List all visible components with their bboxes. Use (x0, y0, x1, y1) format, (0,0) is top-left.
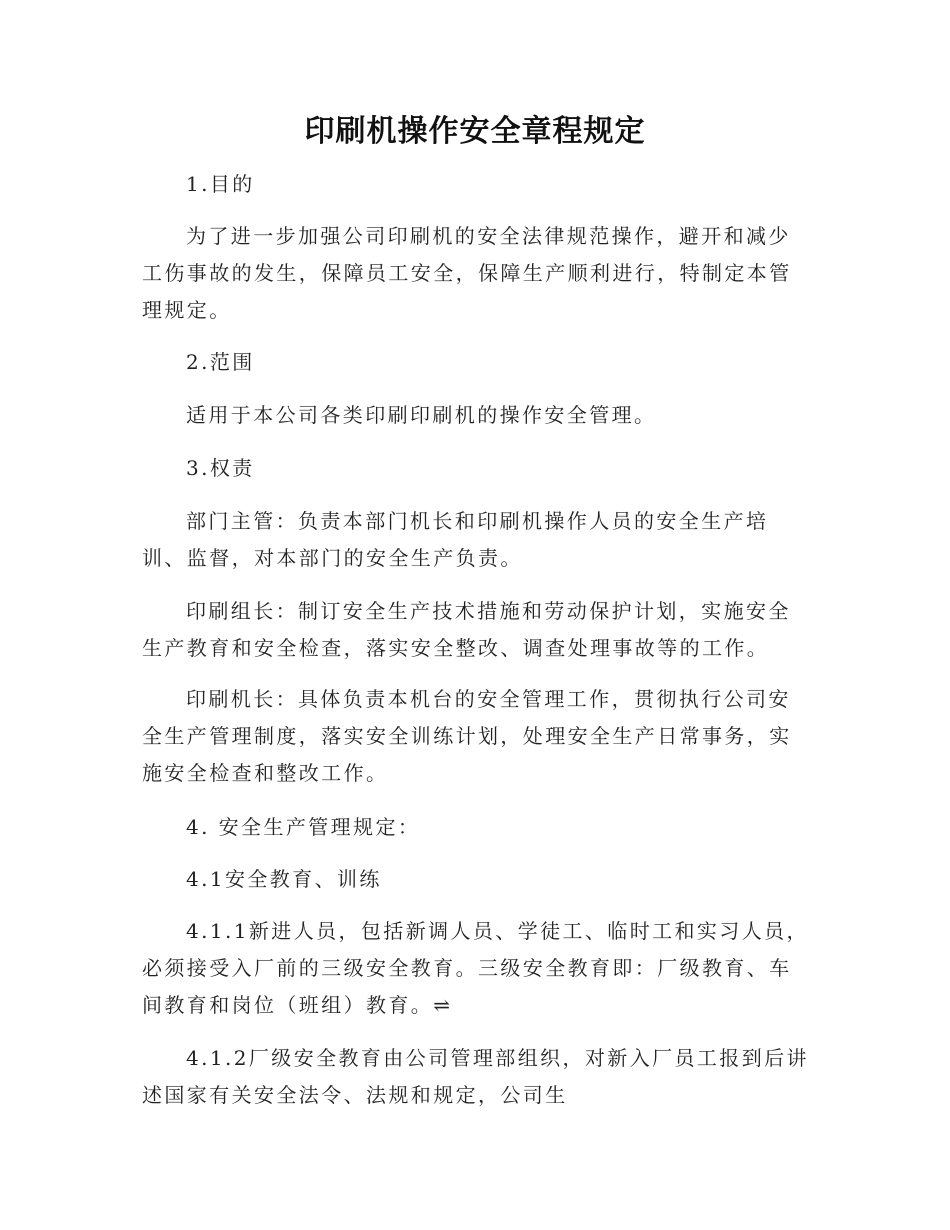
paragraph-department-head: 部门主管：负责本部门机长和印刷机操作人员的安全生产培训、监督，对本部门的安全生产负责。 (142, 509, 769, 570)
section-heading-responsibilities: 3.权责 (186, 456, 255, 480)
paragraph-scope: 适用于本公司各类印刷印刷机的操作安全管理。 (186, 403, 657, 427)
paragraph-factory-level-education: 4.1.2厂级安全教育由公司管理部组织，对新入厂员工报到后讲述国家有关安全法令、法规和规定，公司生 (142, 1046, 809, 1107)
section-heading-purpose: 1.目的 (186, 172, 255, 196)
paragraph-printing-team-leader: 印刷组长：制订安全生产技术措施和劳动保护计划，实施安全生产教育和安全检查，落实安全整改、调查处理事故等的工作。 (142, 599, 791, 660)
paragraph-machine-captain: 印刷机长：具体负责本机台的安全管理工作，贯彻执行公司安全生产管理制度，落实安全训练计划，处理安全生产日常事务，实施安全检查和整改工作。 (142, 687, 792, 785)
document-title: 印刷机操作安全章程规定 (304, 114, 646, 149)
paragraph-purpose: 为了进一步加强公司印刷机的安全法律规范操作，避开和减少工伤事故的发生，保障员工安全，保障生产顺利进行，特制定本管理规定。 (142, 224, 792, 322)
section-heading-scope: 2.范围 (186, 350, 255, 374)
paragraph-new-staff-education: 4.1.1新进人员，包括新调人员、学徒工、临时工和实习人员，必须接受入厂前的三级安全教育。三级安全教育即：厂级教育、车间教育和岗位（班组）教育。⇌ (142, 919, 809, 1017)
section-heading-safety-rules: 4. 安全生产管理规定： (186, 815, 421, 839)
subsection-heading-safety-education: 4.1安全教育、训练 (186, 867, 382, 891)
